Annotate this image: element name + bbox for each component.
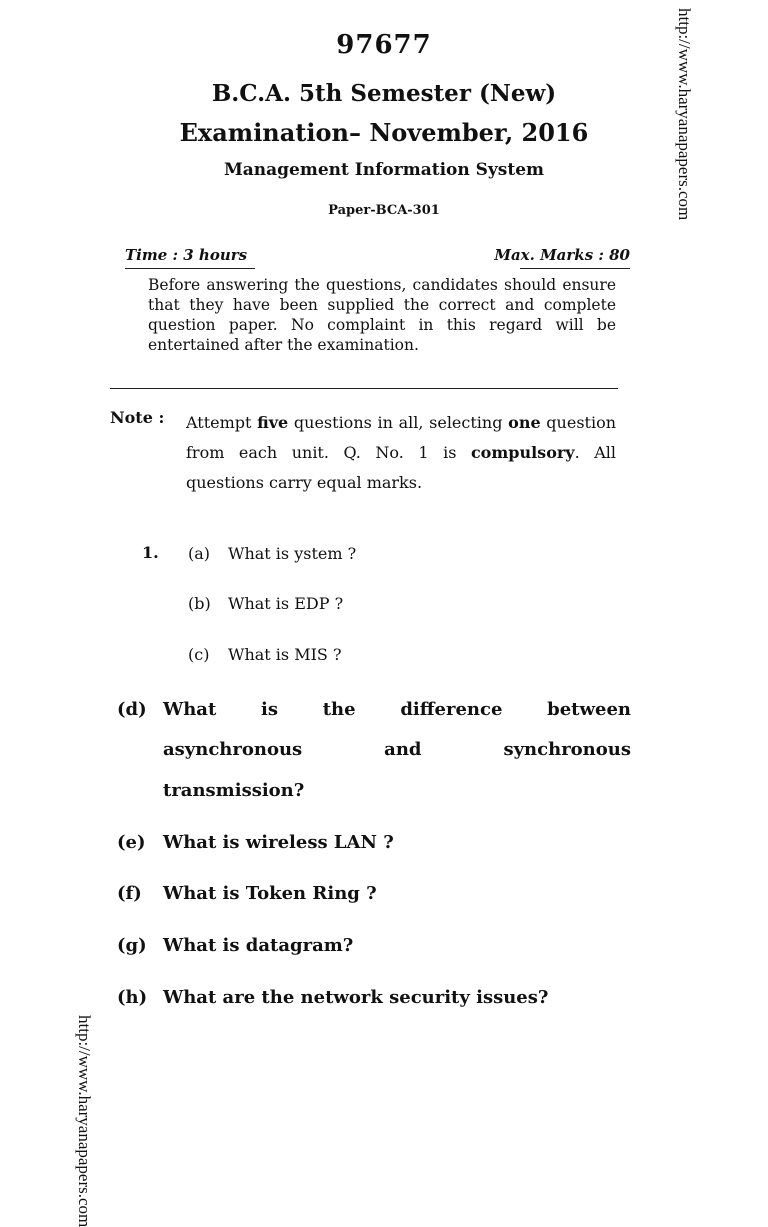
item-text: What is Token Ring ? [163,883,377,904]
item-label: (a) [188,544,211,563]
paper-number: Paper-BCA-301 [328,203,440,218]
max-marks: Max. Marks : 80 [494,246,630,264]
subject-title: Management Information System [223,160,545,180]
time-allowed: Time : 3 hours [125,246,248,264]
item-text-line1: What is the difference between [163,699,631,720]
program-title: B.C.A. 5th Semester (New) [211,80,557,107]
instructions-box: Before answering the questions, candidates should ensure that they have been supplied the correct and complete question paper. No complaint in this regard will be entertained after the examination. [148,276,616,354]
question-item [117,987,548,1008]
item-text: What is ystem ? [228,544,357,563]
item-text-line2: asynchronous and synchronous [163,739,631,760]
question-item [117,832,394,853]
item-text: What are the network security issues? [163,987,549,1008]
exam-title: Examination– November, 2016 [179,118,589,147]
note-five: five [257,413,289,432]
item-label: (d) [117,699,147,720]
question-item [188,594,343,613]
item-label: (b) [188,594,211,613]
note-part1: Attempt [186,413,258,432]
item-text: What is MIS ? [228,645,342,664]
item-text-line3: transmission? [163,780,305,801]
item-text: What is EDP ? [228,594,344,613]
marks-underline [520,268,630,269]
question-item [117,935,353,956]
question-item [117,883,377,904]
item-label: (g) [117,935,147,956]
item-label: (h) [117,987,148,1008]
note-text [186,408,616,498]
time-marks-row [125,246,630,266]
instructions-divider [110,388,618,389]
note-compulsory: compulsory [470,443,575,462]
note-part4: . All questions carry equal marks. [186,443,616,492]
item-label: (f) [117,883,142,904]
question-number: 1. [142,543,159,562]
note-part3: question from each unit. Q. No. 1 is [186,413,617,462]
watermark-url-left: http://www.haryanapapers.com [75,1015,94,1227]
question-item [188,544,356,563]
time-underline [125,268,255,269]
note-part2: questions in all, selecting [288,413,509,432]
item-label: (c) [188,645,210,664]
watermark-url-right: http://www.haryanapapers.com [675,8,694,221]
question-item [188,645,342,664]
paper-code: 97677 [336,30,432,60]
note-label: Note : [110,408,165,427]
item-text: What is wireless LAN ? [163,832,394,853]
note-one: one [508,413,541,432]
item-label: (e) [117,832,146,853]
item-text: What is datagram? [163,935,354,956]
